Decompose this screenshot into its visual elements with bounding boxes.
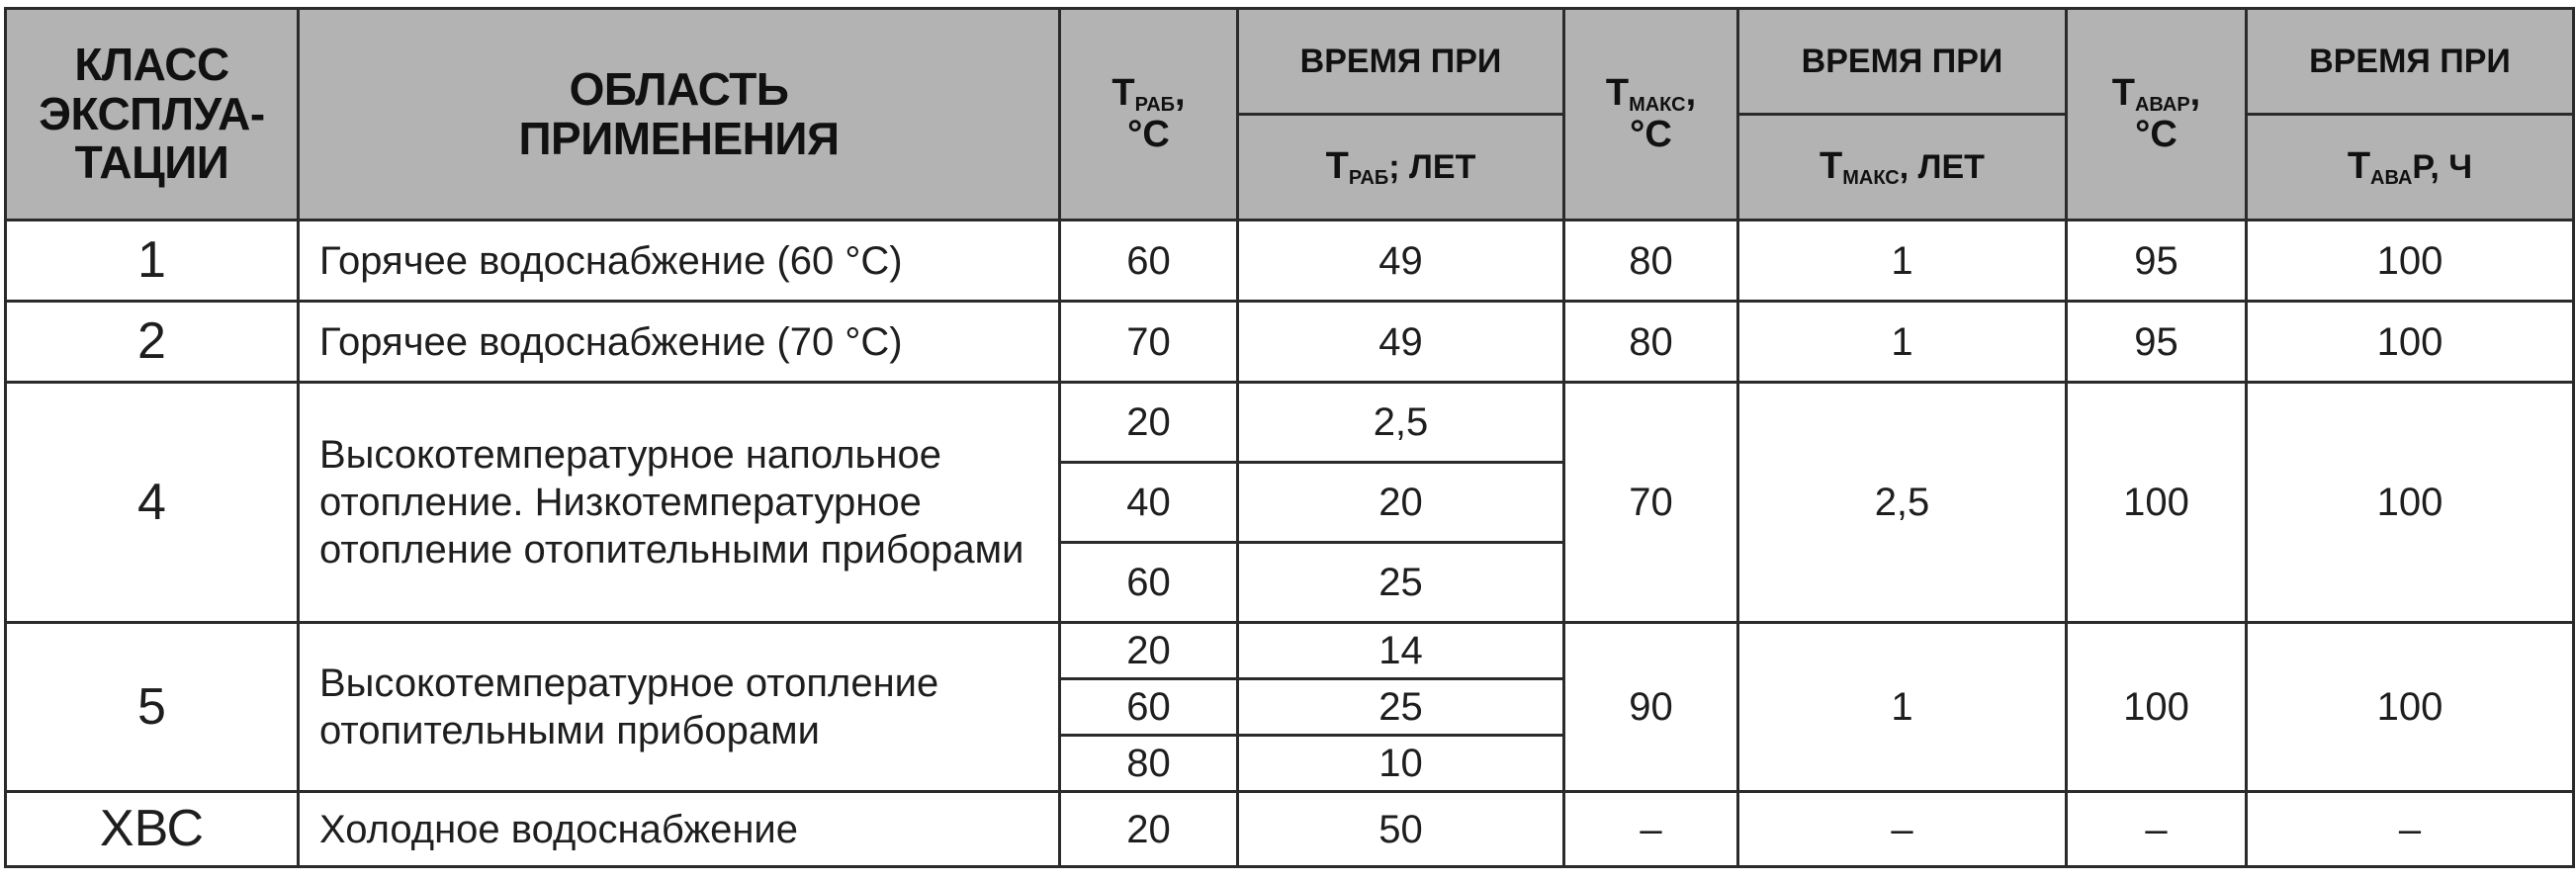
header-time-avar-top	[2247, 9, 2574, 115]
t-avar-cell: 95	[2067, 220, 2247, 302]
area-cell: Горячее водоснабжение (70 °С)	[299, 302, 1060, 383]
table-header	[6, 9, 2574, 220]
table-row	[6, 623, 2574, 679]
t-max-cell: 70	[1564, 383, 1738, 623]
header-time-work-top	[1238, 9, 1564, 115]
header-t-max-symbol: T	[1605, 72, 1630, 115]
header-time-work-top-label: ВРЕМЯ ПРИ	[1299, 42, 1502, 80]
header-time-max-top	[1738, 9, 2067, 115]
header-t-max-sub: МАКС	[1629, 94, 1686, 117]
time-work-cell: 14	[1238, 623, 1564, 679]
header-time-max-unit: , ЛЕТ	[1899, 148, 1985, 187]
header-t-avar	[2067, 9, 2247, 220]
t-avar-cell: 100	[2067, 383, 2247, 623]
header-time-work-bottom	[1238, 115, 1564, 220]
operating-class-table	[4, 7, 2575, 868]
header-t-max-comma: ,	[1685, 72, 1697, 115]
t-avar-cell: –	[2067, 792, 2247, 867]
t-avar-cell: 100	[2067, 623, 2247, 792]
time-avar-cell: 100	[2247, 623, 2574, 792]
t-work-cell: 80	[1060, 736, 1238, 792]
time-avar-cell: 100	[2247, 302, 2574, 383]
header-time-max-sub: МАКС	[1842, 167, 1900, 190]
table-row	[6, 792, 2574, 867]
header-time-max-bottom	[1738, 115, 2067, 220]
header-time-avar-symbol: T	[2347, 145, 2371, 188]
t-work-cell: 60	[1060, 543, 1238, 623]
header-time-work-sub: РАБ	[1348, 167, 1389, 190]
operating-class-table-container	[4, 7, 2572, 877]
table-row	[6, 220, 2574, 302]
header-time-work-symbol: T	[1325, 145, 1349, 188]
class-cell: 2	[6, 302, 299, 383]
area-cell: Горячее водоснабжение (60 °С)	[299, 220, 1060, 302]
time-avar-cell: 100	[2247, 383, 2574, 623]
area-cell: Холодное водоснабжение	[299, 792, 1060, 867]
table-row	[6, 383, 2574, 463]
time-max-cell: 2,5	[1738, 383, 2067, 623]
time-work-cell: 2,5	[1238, 383, 1564, 463]
header-class	[6, 9, 299, 220]
header-t-max	[1564, 9, 1738, 220]
t-work-cell: 20	[1060, 383, 1238, 463]
header-t-work-unit: °С	[1127, 113, 1170, 155]
t-max-cell: 80	[1564, 302, 1738, 383]
header-time-avar-top-label: ВРЕМЯ ПРИ	[2309, 42, 2511, 80]
time-work-cell: 25	[1238, 679, 1564, 736]
class-cell: 4	[6, 383, 299, 623]
t-work-cell: 60	[1060, 220, 1238, 302]
class-cell: 1	[6, 220, 299, 302]
header-t-avar-unit: °С	[2135, 113, 2177, 155]
time-max-cell: 1	[1738, 302, 2067, 383]
t-work-cell: 20	[1060, 623, 1238, 679]
time-max-cell: 1	[1738, 623, 2067, 792]
header-t-max-unit: °С	[1630, 113, 1672, 155]
header-class-label: КЛАСС ЭКСПЛУА-ТАЦИИ	[39, 38, 265, 189]
header-t-avar-comma: ,	[2189, 72, 2201, 115]
table-body	[6, 220, 2574, 867]
area-cell	[299, 623, 1060, 792]
header-t-work-sub: РАБ	[1134, 94, 1176, 117]
header-time-work-unit: ; ЛЕТ	[1388, 148, 1476, 187]
t-work-cell: 70	[1060, 302, 1238, 383]
header-t-work-comma: ,	[1175, 72, 1186, 115]
header-t-work	[1060, 9, 1238, 220]
time-avar-cell: –	[2247, 792, 2574, 867]
time-work-cell: 20	[1238, 463, 1564, 543]
t-max-cell: –	[1564, 792, 1738, 867]
area-text: Высокотемпературное напольное отопление. Низкотемпературное отопление отопительными приборами	[319, 433, 1024, 572]
time-max-cell: –	[1738, 792, 2067, 867]
class-cell: ХВС	[6, 792, 299, 867]
table-row	[6, 302, 2574, 383]
time-work-cell: 50	[1238, 792, 1564, 867]
header-time-max-top-label: ВРЕМЯ ПРИ	[1801, 42, 2003, 80]
time-work-cell: 49	[1238, 302, 1564, 383]
header-t-avar-sub: АВАР	[2134, 94, 2190, 117]
time-work-cell: 25	[1238, 543, 1564, 623]
time-max-cell: 1	[1738, 220, 2067, 302]
t-work-cell: 40	[1060, 463, 1238, 543]
class-cell: 5	[6, 623, 299, 792]
header-t-work-symbol: T	[1111, 72, 1135, 115]
header-time-avar-unit: Р, Ч	[2412, 148, 2473, 187]
t-avar-cell: 95	[2067, 302, 2247, 383]
t-work-cell: 20	[1060, 792, 1238, 867]
time-avar-cell: 100	[2247, 220, 2574, 302]
t-max-cell: 90	[1564, 623, 1738, 792]
t-work-cell: 60	[1060, 679, 1238, 736]
header-area	[299, 9, 1060, 220]
header-time-avar-bottom	[2247, 115, 2574, 220]
header-t-avar-symbol: T	[2111, 72, 2135, 115]
header-area-label: ОБЛАСТЬ ПРИМЕНЕНИЯ	[518, 62, 840, 164]
time-work-cell: 49	[1238, 220, 1564, 302]
time-work-cell: 10	[1238, 736, 1564, 792]
t-max-cell: 80	[1564, 220, 1738, 302]
area-cell	[299, 383, 1060, 623]
header-time-max-symbol: T	[1820, 145, 1843, 188]
area-text: Высокотемпературное отопление отопительными приборами	[319, 661, 939, 752]
header-time-avar-sub: АВА	[2370, 167, 2413, 190]
